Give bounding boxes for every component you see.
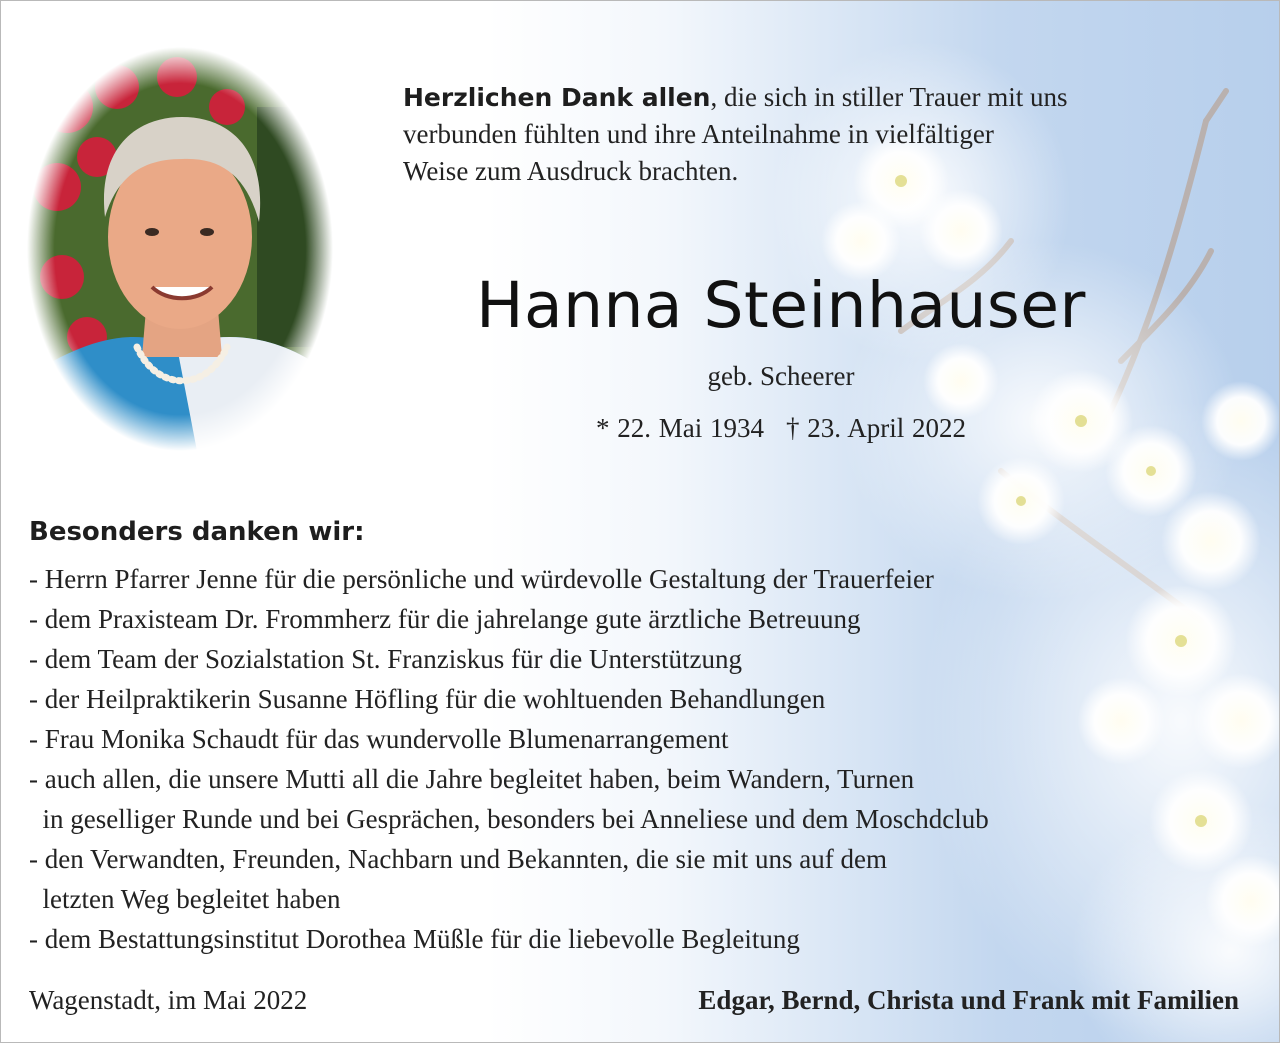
intro-line-3: Weise zum Ausdruck brachten. bbox=[403, 156, 739, 186]
signature: Edgar, Bernd, Christa und Frank mit Familien bbox=[698, 985, 1239, 1015]
thanks-heading: Besonders danken wir: bbox=[29, 517, 365, 547]
portrait-photo bbox=[27, 47, 333, 451]
place-date: Wagenstadt, im Mai 2022 bbox=[29, 985, 308, 1015]
intro-paragraph bbox=[403, 79, 1223, 190]
thanks-list bbox=[29, 559, 1269, 959]
list-item: - der Heilpraktikerin Susanne Höfling für die wohltuenden Behandlungen bbox=[29, 684, 826, 714]
list-item: - dem Bestattungsinstitut Dorothea Müßle für die liebevolle Begleitung bbox=[29, 924, 800, 954]
intro-bold: Herzlichen Dank allen bbox=[403, 83, 711, 112]
deceased-name: Hanna Steinhauser bbox=[476, 269, 1086, 342]
list-item: - den Verwandten, Freunden, Nachbarn und Bekannten, die sie mit uns auf dem bbox=[29, 844, 888, 874]
list-item: - dem Praxisteam Dr. Frommherz für die jahrelange gute ärztliche Betreuung bbox=[29, 604, 861, 634]
list-item: letzten Weg begleitet haben bbox=[29, 884, 341, 914]
list-item: in geselliger Runde und bei Gesprächen, besonders bei Anneliese und dem Moschdclub bbox=[29, 804, 989, 834]
life-dates bbox=[381, 413, 1181, 444]
death-date: † 23. April 2022 bbox=[785, 413, 966, 443]
birth-date: * 22. Mai 1934 bbox=[595, 413, 764, 443]
intro-line-1: , die sich in stiller Trauer mit uns bbox=[710, 82, 1068, 112]
list-item: - Herrn Pfarrer Jenne für die persönliche und würdevolle Gestaltung der Trauerfeier bbox=[29, 564, 934, 594]
list-item: - Frau Monika Schaudt für das wundervolle Blumenarrangement bbox=[29, 724, 729, 754]
intro-line-2: verbunden fühlten und ihre Anteilnahme in vielfältiger bbox=[403, 119, 994, 149]
list-item: - auch allen, die unsere Mutti all die Jahre begleitet haben, beim Wandern, Turnen bbox=[29, 764, 915, 794]
list-item: - dem Team der Sozialstation St. Franziskus für die Unterstützung bbox=[29, 644, 742, 674]
birth-name: geb. Scheerer bbox=[707, 361, 855, 391]
